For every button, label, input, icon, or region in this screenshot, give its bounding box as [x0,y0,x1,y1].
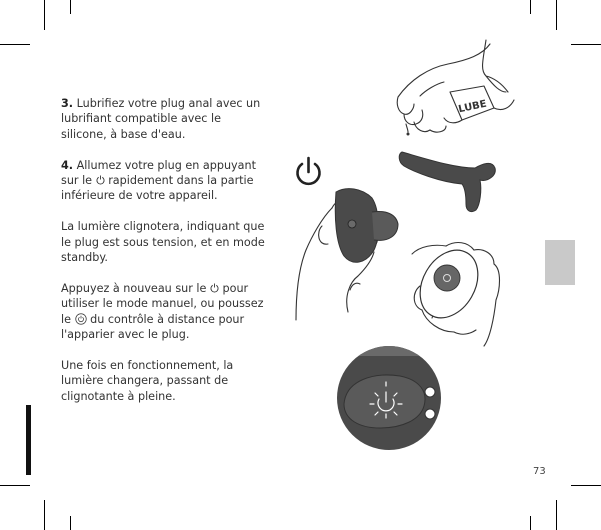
plug-base [335,189,378,263]
press-text: pour utiliser le mode manuel, ou poussez le [61,281,264,326]
light-info: La lumière clignotera, indiquant que le plug est sous tension, et en mode standby. [61,220,265,265]
lube-label: LUBE [457,98,488,116]
press-text: Appuyez à nouveau sur le [61,281,207,295]
step-text: Allumez votre plug en appuyant sur le [61,158,257,188]
remote-button [434,265,460,291]
press-text: du contrôle à distance pour l'apparier avec le plug. [61,312,245,342]
step-number: 3. [61,97,74,110]
device-zoom [330,340,450,460]
step-text: rapidement dans la partie inférieure de votre appareil. [61,174,254,203]
lube-drop [407,133,410,136]
plug-device [399,152,495,212]
power-icon [298,158,320,184]
plug-button [348,220,356,228]
page-number: 73 [533,466,546,477]
step-text: Lubrifiez votre plug anal avec un lubrifiant compatible avec le silicone, à base d'eau. [61,97,261,141]
lube-hand [397,40,514,132]
running-info: Une fois en fonctionnement, la lumière changera, passant de clignotante à pleine. [61,358,234,403]
plug-bulb [372,212,398,241]
step-number: 4. [61,158,74,172]
